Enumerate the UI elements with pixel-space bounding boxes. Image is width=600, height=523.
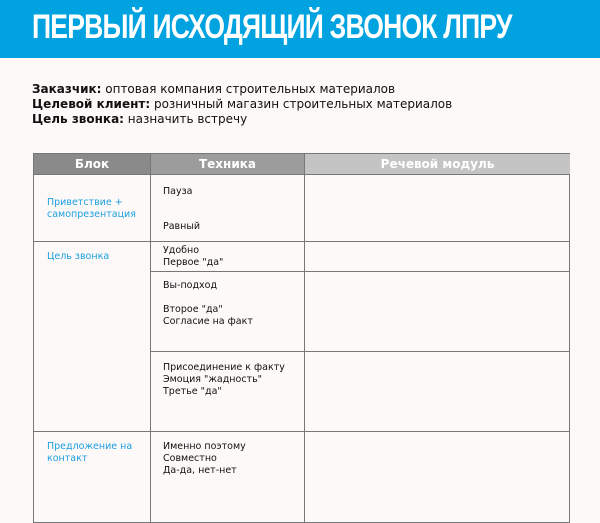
technique: Второе "да" bbox=[163, 304, 223, 315]
technique: Первое "да" bbox=[163, 257, 224, 268]
title-banner bbox=[0, 0, 600, 58]
technique: Согласие на факт bbox=[163, 316, 253, 327]
block-greeting: Приветствие + самопрезентация bbox=[47, 197, 136, 220]
header-block: Блок bbox=[34, 154, 150, 174]
header-technique: Техника bbox=[151, 154, 304, 174]
page-title: ПЕРВЫЙ ИСХОДЯЩИЙ ЗВОНОК ЛПРУ bbox=[32, 8, 512, 46]
technique: Третье "да" bbox=[163, 386, 222, 397]
script-table bbox=[33, 153, 570, 523]
info-customer: Заказчик: оптовая компания строительных материалов bbox=[32, 82, 396, 96]
technique: Именно поэтому bbox=[163, 441, 246, 452]
technique: Присоединение к факту bbox=[163, 362, 285, 373]
technique: Вы-подход bbox=[163, 280, 218, 291]
technique: Пауза bbox=[163, 186, 193, 197]
technique: Равный bbox=[163, 221, 201, 232]
technique: Эмоция "жадность" bbox=[163, 374, 263, 385]
header-speech-module: Речевой модуль bbox=[305, 154, 570, 174]
divider bbox=[150, 154, 151, 522]
technique: Удобно bbox=[163, 245, 200, 256]
technique: Совместно bbox=[163, 453, 217, 464]
info-call-goal: Цель звонка: назначить встречу bbox=[32, 112, 248, 126]
divider bbox=[34, 174, 569, 175]
call-info bbox=[32, 82, 452, 127]
divider bbox=[150, 271, 569, 272]
divider bbox=[304, 154, 305, 522]
technique: Да-да, нет-нет bbox=[163, 465, 237, 476]
divider bbox=[34, 241, 569, 242]
block-call-goal: Цель звонка bbox=[47, 251, 110, 262]
divider bbox=[150, 351, 569, 352]
divider bbox=[34, 431, 569, 432]
info-target-client: Целевой клиент: розничный магазин строительных материалов bbox=[32, 97, 453, 111]
block-contact-offer: Предложение на контакт bbox=[47, 441, 133, 464]
